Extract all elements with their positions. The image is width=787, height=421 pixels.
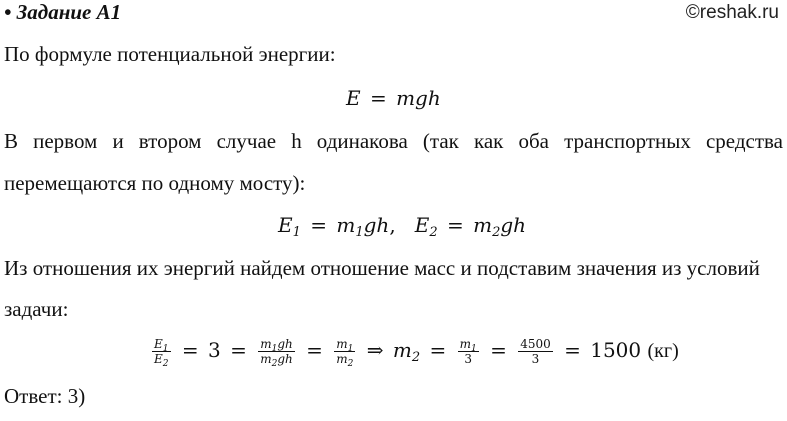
- formula-number: 4500: [520, 337, 551, 351]
- formula-sub: 2: [347, 359, 354, 369]
- text-line-3: перемещаются по одному мосту):: [4, 171, 306, 195]
- formula-var: E: [278, 213, 293, 237]
- formula-var: m: [392, 338, 412, 362]
- formula-var: m: [336, 352, 348, 366]
- formula-var: m: [473, 213, 493, 237]
- formula-var: gh: [500, 213, 527, 237]
- formula-sub: 2: [271, 359, 278, 369]
- formula-var: m: [336, 213, 356, 237]
- formula-op: =: [306, 338, 323, 362]
- formula-sub: 1: [347, 344, 354, 354]
- formula-mass-ratio: [150, 337, 679, 369]
- formula-var: m: [260, 352, 272, 366]
- formula-result: 1500: [590, 338, 642, 362]
- formula-sub: 1: [162, 344, 169, 354]
- formula-sub: 1: [470, 344, 477, 354]
- formula-var: gh: [277, 352, 293, 366]
- formula-var: gh: [363, 213, 390, 237]
- formula-potential-energy: [346, 86, 441, 110]
- formula-op: =: [447, 213, 464, 237]
- text-line-1: По формуле потенциальной энергии:: [4, 42, 336, 66]
- fraction-m1gh-m2gh: [258, 337, 295, 369]
- formula-op: =: [310, 213, 328, 237]
- text-line-2: В первом и втором случае h одинакова (так как оба транспортных средства: [4, 129, 783, 153]
- formula-op: =: [230, 338, 247, 362]
- formula-number: 3: [464, 352, 472, 366]
- formula-sub: 2: [492, 225, 501, 240]
- implies-arrow-icon: ⇒: [366, 338, 384, 362]
- formula-sub: 1: [271, 344, 278, 354]
- formula-var: E: [346, 86, 361, 110]
- formula-sub: 2: [162, 359, 169, 369]
- answer-line: Ответ: 3): [4, 384, 86, 408]
- formula-var: E: [154, 337, 163, 351]
- site-watermark: ©reshak.ru: [685, 2, 779, 23]
- formula-unit: (кг): [647, 340, 679, 362]
- fraction-4500-over-3: [518, 337, 553, 366]
- formula-var: m: [336, 337, 348, 351]
- formula-var: gh: [277, 337, 293, 351]
- formula-op: =: [429, 338, 447, 362]
- fraction-energy-ratio: [152, 337, 171, 369]
- formula-number: 3: [207, 338, 221, 362]
- formula-sub: 1: [292, 225, 301, 240]
- formula-sub: 2: [411, 350, 421, 365]
- formula-var: mgh: [396, 86, 441, 110]
- formula-number: 3: [531, 352, 540, 366]
- fraction-m1-over-3: [458, 337, 479, 366]
- formula-var: m: [459, 337, 471, 351]
- formula-var: E: [154, 352, 163, 366]
- formula-var: m: [260, 337, 272, 351]
- formula-var: E: [414, 213, 430, 237]
- formula-sub: 1: [355, 225, 364, 240]
- task-title: • Задание A1: [4, 0, 122, 24]
- formula-op: =: [369, 86, 387, 110]
- formula-sep: ,: [389, 213, 396, 237]
- text-line-4: Из отношения их энергий найдем отношение масс и подставим значения из условий: [4, 256, 760, 280]
- formula-op: =: [564, 338, 581, 362]
- formula-op: =: [490, 338, 507, 362]
- text-line-5: задачи:: [4, 297, 69, 321]
- formula-op: =: [181, 338, 199, 362]
- formula-energies: [278, 213, 527, 240]
- fraction-m1-m2: [334, 337, 355, 369]
- formula-sub: 2: [429, 225, 438, 240]
